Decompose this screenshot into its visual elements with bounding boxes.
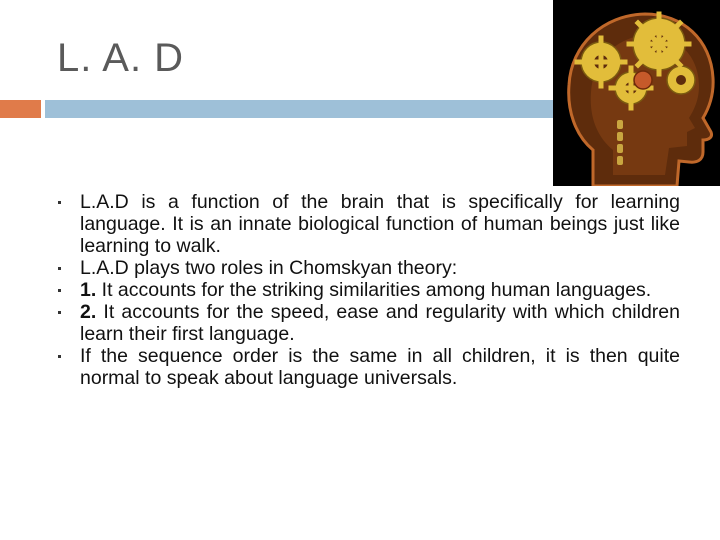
- bullet-item: [80, 191, 680, 257]
- bullet-item: [80, 301, 680, 345]
- bullet-text: If the sequence order is the same in all children, it is then quite normal to speak about language universals.: [80, 345, 680, 389]
- bullet-item: [80, 257, 680, 279]
- accent-bar-orange: [0, 100, 41, 118]
- bullet-number: 1.: [80, 279, 97, 301]
- brain-gears-image: [553, 0, 720, 186]
- bullet-text: It accounts for the striking similarities among human languages.: [96, 279, 652, 301]
- accent-bar-blue: [45, 100, 565, 118]
- slide-title: L. A. D: [57, 36, 185, 80]
- bullet-text: L.A.D is a function of the brain that is specifically for learning language. It is an innate biological function of human beings just like learning to walk.: [80, 191, 680, 257]
- bullet-item: [80, 279, 680, 301]
- bullet-item: [80, 345, 680, 389]
- bullet-number: 2.: [80, 301, 97, 323]
- bullet-text: It accounts for the speed, ease and regularity with which children learn their first language.: [80, 301, 680, 345]
- bullet-text: L.A.D plays two roles in Chomskyan theory:: [80, 257, 458, 279]
- bullet-list: [80, 191, 680, 389]
